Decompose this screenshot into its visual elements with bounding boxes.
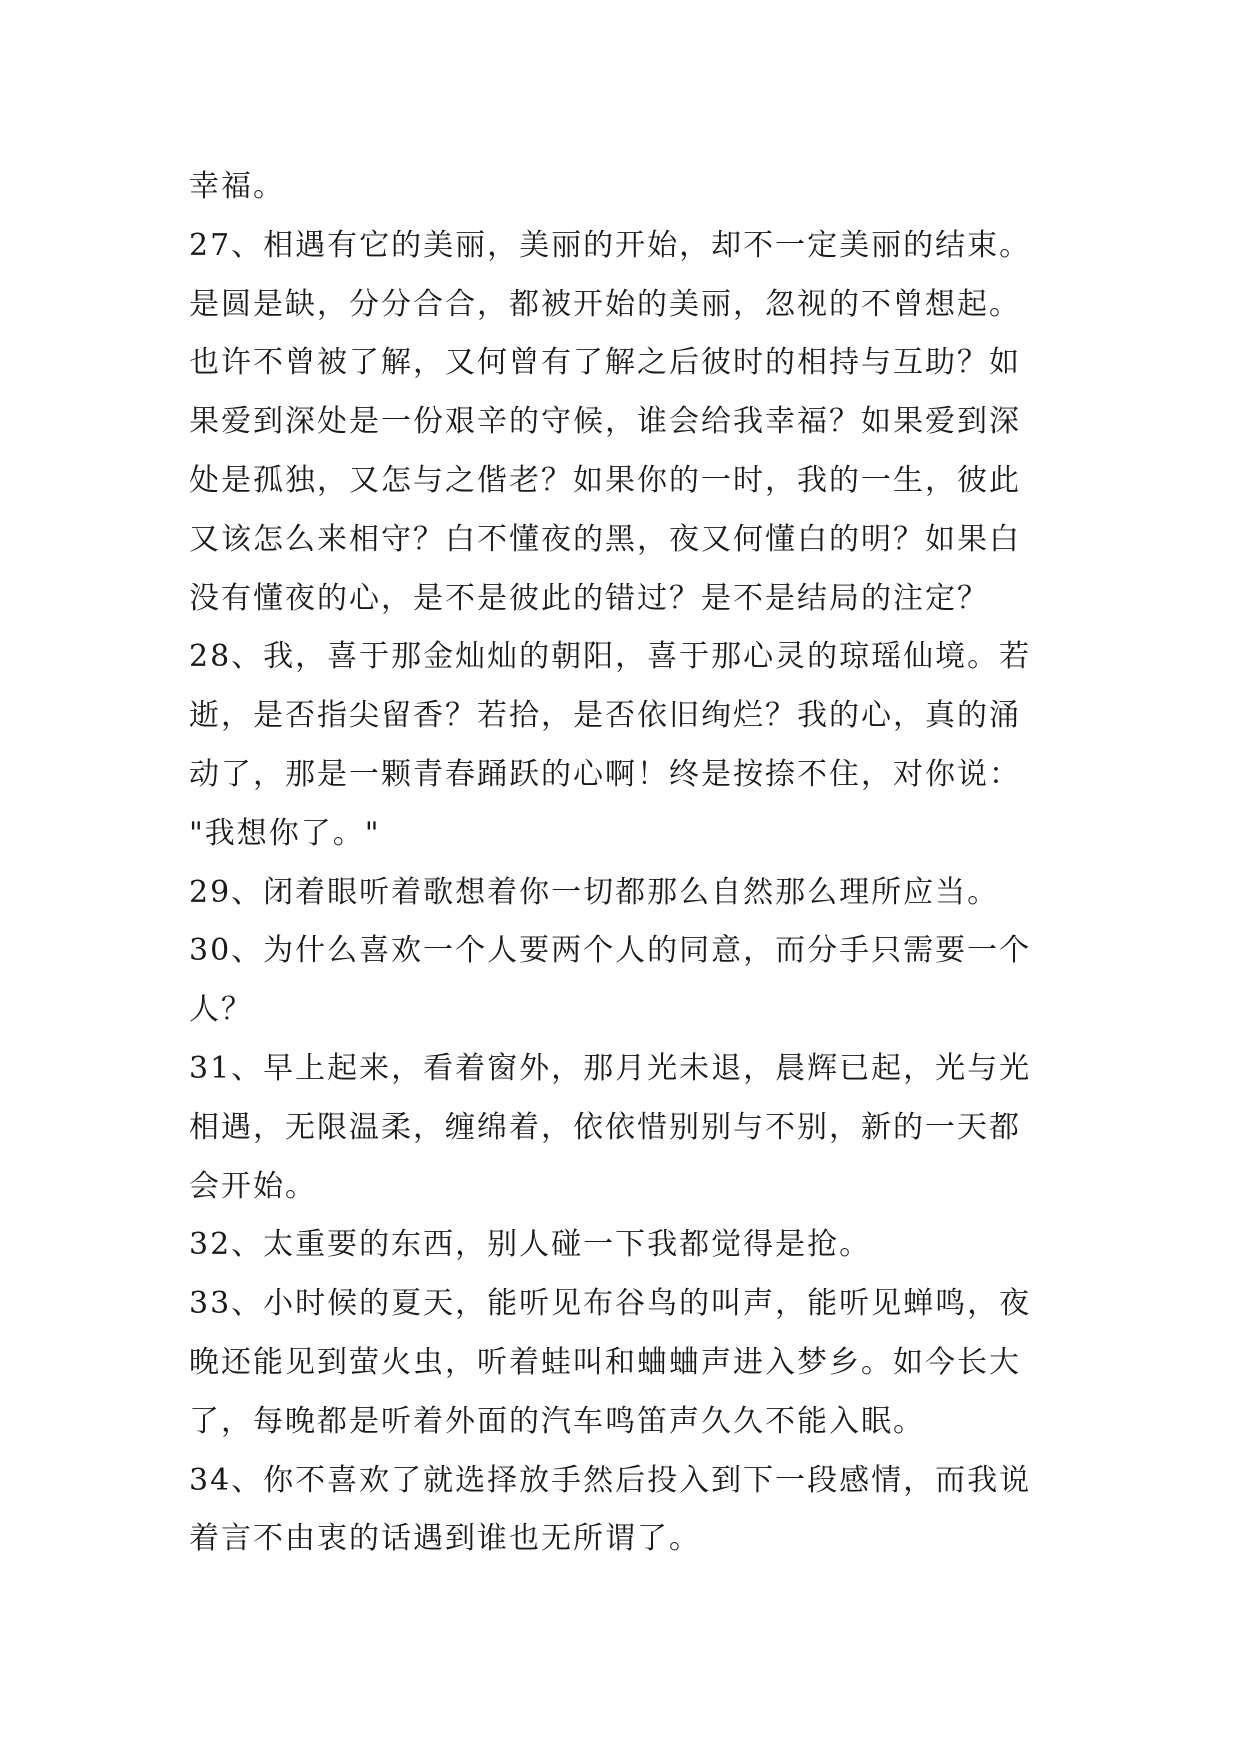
text-line: 32、太重要的东西，别人碰一下我都觉得是抢。 xyxy=(189,1227,872,1263)
text-line: 是圆是缺，分分合合，都被开始的美丽，忽视的不曾想起。 xyxy=(189,286,1021,322)
text-line: 晚还能见到萤火虫，听着蛙叫和蛐蛐声进入梦乡。如今长大 xyxy=(189,1344,1021,1380)
text-line: 34、你不喜欢了就选择放手然后投入到下一段感情，而我说 xyxy=(189,1462,1032,1498)
text-line: 相遇，无限温柔，缠绵着，依依惜别别与不别，新的一天都 xyxy=(189,1109,1021,1145)
text-line: 人？ xyxy=(189,992,253,1028)
text-line: 果爱到深处是一份艰辛的守候，谁会给我幸福？如果爱到深 xyxy=(189,404,1021,440)
text-line: 也许不曾被了解，又何曾有了解之后彼时的相持与互助？如 xyxy=(189,345,1021,381)
body-text xyxy=(189,158,1079,1569)
text-line: 着言不由衷的话遇到谁也无所谓了。 xyxy=(189,1521,701,1557)
text-line: 逝，是否指尖留香？若拾，是否依旧绚烂？我的心，真的涌 xyxy=(189,698,1021,734)
text-line: 动了，那是一颗青春踊跃的心啊！终是按捺不住，对你说： xyxy=(189,756,1021,792)
text-line: 幸福。 xyxy=(189,169,285,204)
text-line: "我想你了。" xyxy=(189,815,381,851)
text-line: 又该怎么来相守？白不懂夜的黑，夜又何懂白的明？如果白 xyxy=(189,521,1021,557)
text-line: 了，每晚都是听着外面的汽车鸣笛声久久不能入眠。 xyxy=(189,1403,925,1439)
text-line: 27、相遇有它的美丽，美丽的开始，却不一定美丽的结束。 xyxy=(189,227,1032,263)
text-line: 31、早上起来，看着窗外，那月光未退，晨辉已起，光与光 xyxy=(189,1050,1032,1086)
text-line: 会开始。 xyxy=(189,1168,317,1204)
text-line: 29、闭着眼听着歌想着你一切都那么自然那么理所应当。 xyxy=(189,874,1000,910)
text-line: 没有懂夜的心，是不是彼此的错过？是不是结局的注定？ xyxy=(189,580,989,616)
text-line: 30、为什么喜欢一个人要两个人的同意，而分手只需要一个 xyxy=(189,933,1032,969)
text-line: 33、小时候的夏天，能听见布谷鸟的叫声，能听见蝉鸣，夜 xyxy=(189,1286,1032,1322)
text-line: 28、我，喜于那金灿灿的朝阳，喜于那心灵的琼瑶仙境。若 xyxy=(189,639,1032,675)
text-line: 处是孤独，又怎与之偕老？如果你的一时，我的一生，彼此 xyxy=(189,462,1021,498)
